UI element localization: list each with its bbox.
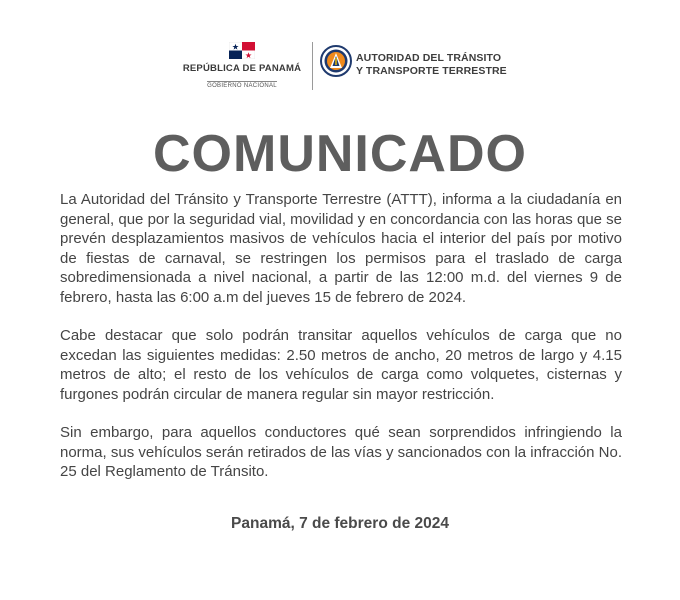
- government-logo: [178, 42, 306, 92]
- government-title: REPÚBLICA DE PANAMÁ: [182, 63, 302, 74]
- paragraph-2: Cabe destacar que solo podrán transitar aquellos vehículos de carga que no excedan las siguientes medidas: 2.50 metros de ancho, 20 metros de largo y 4.15 metros de alto; el resto de los vehículos de carga como volquetes, cisternas y furgones podrán circular de manera regular sin mayor restricción.: [60, 327, 622, 403]
- panama-flag-icon: [229, 42, 255, 59]
- attt-emblem-icon: [320, 44, 352, 78]
- page-title: COMUNICADO: [153, 125, 527, 183]
- authority-name: [356, 52, 507, 78]
- date-line: Panamá, 7 de febrero de 2024: [231, 515, 449, 532]
- paragraph-1: La Autoridad del Tránsito y Transporte Terrestre (ATTT), informa a la ciudadanía en general, que por la seguridad vial, movilidad y en concordancia con las horas que se prevén desplazamientos masivos de vehículos hacia el interior del país por motivo de fiestas de carnaval, se restringen los permisos para el traslado de carga sobredimensionada a nivel nacional, a partir de las 12:00 m.d. del viernes 9 de febrero, hasta las 6:00 a.m del jueves 15 de febrero de 2024.: [60, 191, 623, 306]
- authority-name-line2: Y TRANSPORTE TERRESTRE: [356, 65, 507, 77]
- communique-body: [60, 190, 622, 501]
- paragraph-3: Sin embargo, para aquellos conductores qué sean sorprendidos infringiendo la norma, sus vehículos serán retirados de las vías y sancionados con la infracción No. 25 del Reglamento de Tránsito.: [60, 424, 622, 480]
- government-subtitle: GOBIERNO NACIONAL: [207, 83, 277, 89]
- header: [0, 38, 680, 94]
- header-divider: [312, 42, 313, 90]
- authority-name-line1: AUTORIDAD DEL TRÁNSITO: [356, 52, 502, 64]
